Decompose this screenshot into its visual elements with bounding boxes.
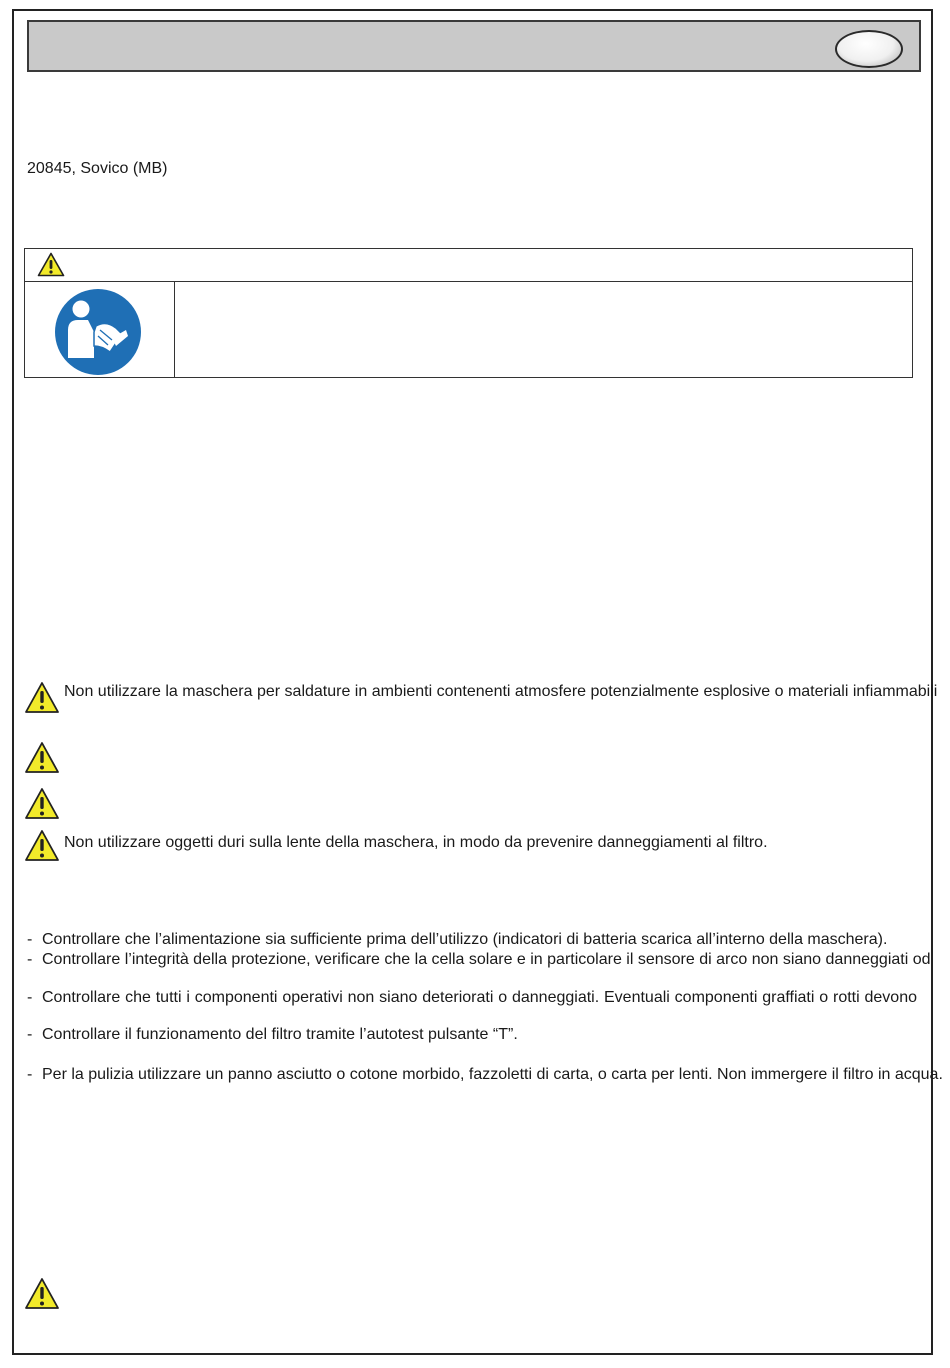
bullet-marker: - <box>27 1066 33 1083</box>
read-manual-icon <box>54 288 142 381</box>
warning-triangle-icon <box>37 252 65 282</box>
warning-table <box>24 248 913 378</box>
warning-triangle-icon <box>24 829 60 867</box>
bullet-marker: - <box>27 951 33 968</box>
table-divider <box>174 281 175 377</box>
list-item <box>27 1066 943 1084</box>
address-line: 20845, Sovico (MB) <box>27 160 168 177</box>
list-item <box>27 931 887 949</box>
list-item-text: Controllare l’integrità della protezione, verificare che la cella solare e in particolare il sensore di arco non siano danneggiati od <box>42 951 931 968</box>
warning-triangle-icon <box>24 681 60 719</box>
list-item <box>27 1026 518 1044</box>
bullet-marker: - <box>27 931 33 948</box>
warning-triangle-icon <box>24 1277 60 1315</box>
list-item <box>27 989 917 1007</box>
warning-table-header <box>25 249 912 282</box>
list-item-text: Controllare che l’alimentazione sia sufficiente prima dell’utilizzo (indicatori di batteria scarica all’interno della maschera). <box>42 931 888 948</box>
warning-triangle-icon <box>24 787 60 825</box>
warning-triangle-icon <box>24 741 60 779</box>
list-item-text: Controllare che tutti i componenti operativi non siano deteriorati o danneggiati. Eventuali componenti graffiati o rotti devono <box>42 989 917 1006</box>
language-badge <box>835 30 903 68</box>
bullet-marker: - <box>27 989 33 1006</box>
header-bar <box>27 20 921 72</box>
list-item-text: Controllare il funzionamento del filtro tramite l’autotest pulsante “T”. <box>42 1026 518 1043</box>
warning-table-body <box>25 282 912 378</box>
list-item <box>27 951 931 969</box>
page-frame <box>12 9 933 1355</box>
list-item-text: Per la pulizia utilizzare un panno asciutto o cotone morbido, fazzoletti di carta, o carta per lenti. Non immergere il filtro in acqua. <box>42 1066 943 1083</box>
warning-text: Non utilizzare la maschera per saldature in ambienti contenenti atmosfere potenzialmente esplosive o materiali infiammabili <box>64 683 938 700</box>
warning-text: Non utilizzare oggetti duri sulla lente della maschera, in modo da prevenire danneggiamenti al filtro. <box>64 834 768 851</box>
bullet-marker: - <box>27 1026 33 1043</box>
